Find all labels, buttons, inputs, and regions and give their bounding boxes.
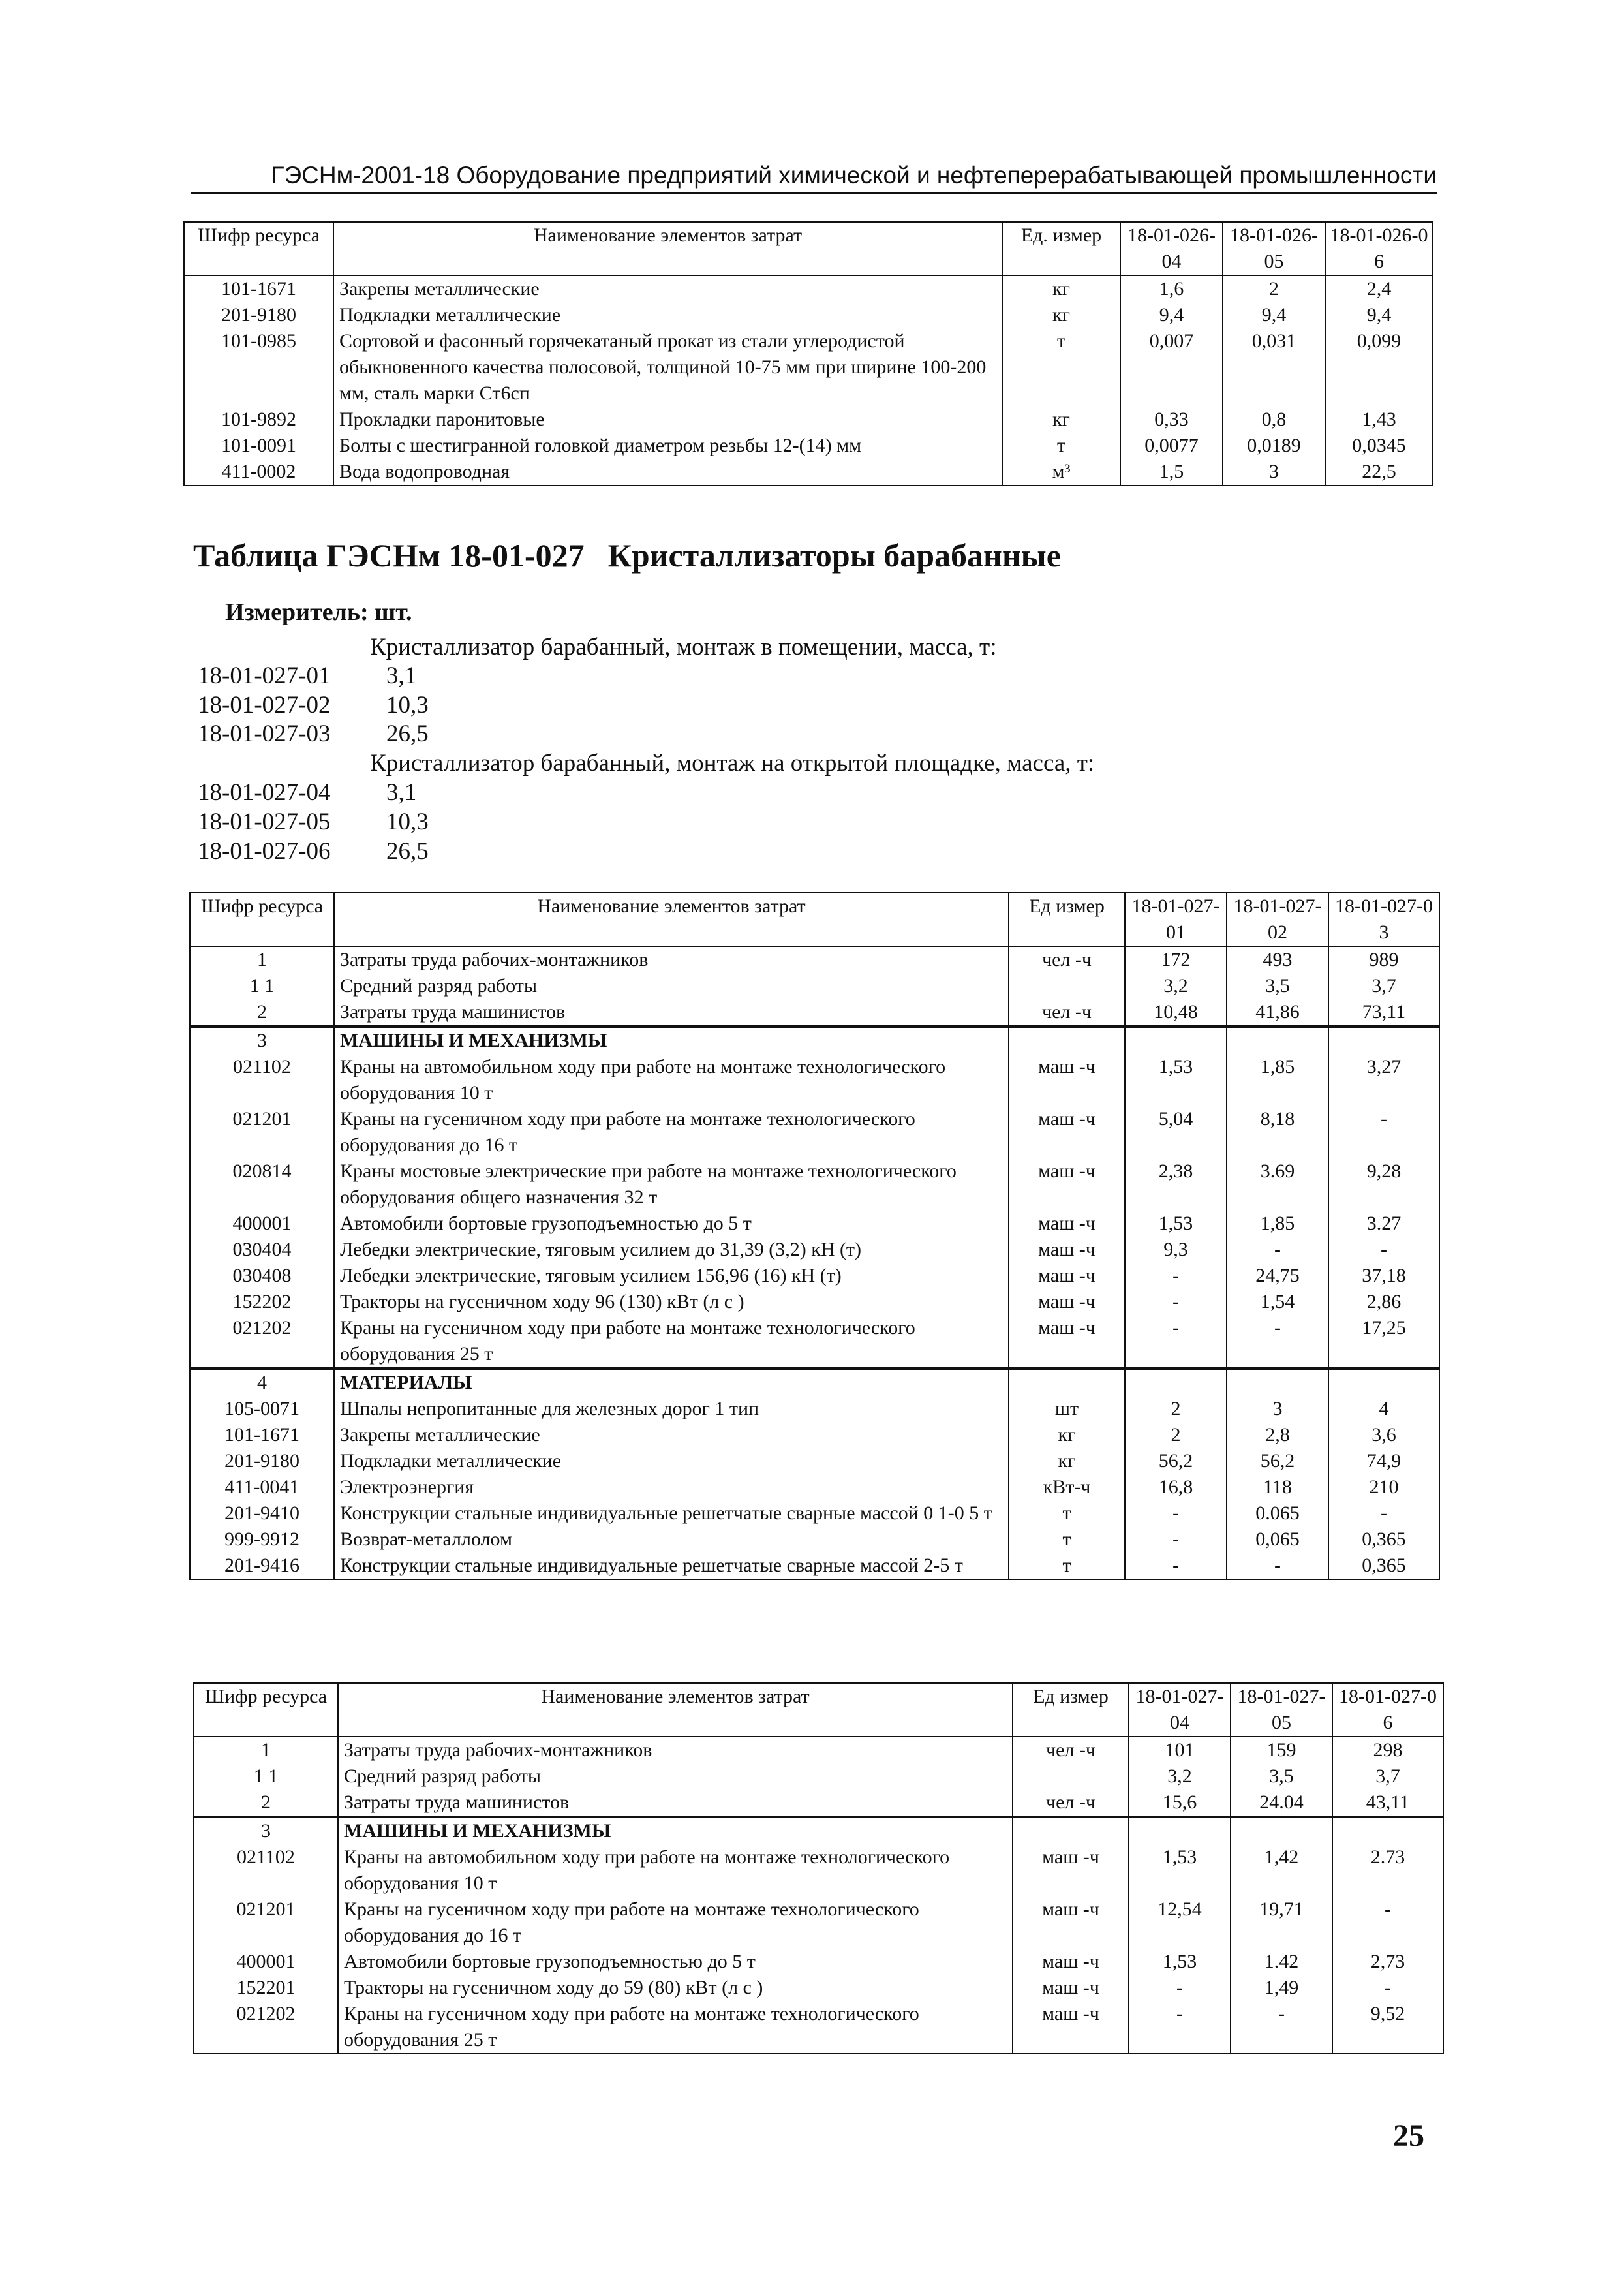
resource-table-027-04-06 [193, 1682, 1444, 2054]
resource-code: 021202 [190, 1315, 334, 1369]
value: 3,6 [1328, 1422, 1439, 1448]
resource-code: 021201 [194, 1897, 338, 1949]
norm-code: 18-01-027-06 [198, 838, 331, 865]
resource-code: 2 [190, 999, 334, 1027]
value: 19,71 [1231, 1897, 1332, 1949]
value: - [1332, 1897, 1443, 1949]
resource-name: Конструкции стальные индивидуальные решетчатые сварные массой 2-5 т [334, 1553, 1009, 1579]
norm-column-header: 18-01-026-06 [1325, 222, 1433, 275]
resource-name: Подкладки металлические [334, 1448, 1009, 1474]
unit: кг [1002, 275, 1120, 302]
resource-code: 021201 [190, 1106, 334, 1158]
unit: т [1009, 1553, 1125, 1579]
value: 37,18 [1328, 1263, 1439, 1289]
resource-name: Закрепы металлические [334, 1422, 1009, 1448]
unit: т [1002, 328, 1120, 407]
value: 3.69 [1227, 1158, 1328, 1211]
value: 9,52 [1332, 2001, 1443, 2054]
value: 2,73 [1332, 1949, 1443, 1975]
norm-mass: 10,3 [386, 692, 429, 719]
value: 9,4 [1325, 302, 1433, 328]
table-row [190, 1448, 1439, 1474]
value [1328, 1369, 1439, 1396]
value: 2,86 [1328, 1289, 1439, 1315]
value: - [1125, 1315, 1227, 1369]
resource-code: 201-9180 [184, 302, 333, 328]
unit: чел -ч [1013, 1737, 1129, 1763]
table-row [194, 1897, 1443, 1949]
unit: маш -ч [1009, 1054, 1125, 1106]
unit: маш -ч [1009, 1263, 1125, 1289]
resource-name: Автомобили бортовые грузоподъемностью до 5 т [338, 1949, 1013, 1975]
norm-code: 18-01-027-03 [198, 720, 331, 747]
norm-code: 18-01-027-02 [198, 692, 331, 719]
resource-code: 101-1671 [184, 275, 333, 302]
value: 3,2 [1125, 973, 1227, 999]
norm-column-header: 18-01-026-05 [1223, 222, 1325, 275]
unit: маш -ч [1009, 1106, 1125, 1158]
norm-column-header: 18-01-027-03 [1328, 893, 1439, 946]
section-heading: МАШИНЫ И МЕХАНИЗМЫ [338, 1817, 1013, 1844]
section-heading: МАШИНЫ И МЕХАНИЗМЫ [334, 1027, 1009, 1054]
resource-name: Средний разряд работы [338, 1763, 1013, 1789]
table-row [194, 1949, 1443, 1975]
value: 2 [1223, 275, 1325, 302]
table-row [190, 1315, 1439, 1369]
value: - [1129, 1975, 1231, 2001]
value: 3.27 [1328, 1211, 1439, 1237]
value: 0,0077 [1120, 433, 1223, 459]
value: 3,27 [1328, 1054, 1439, 1106]
resource-code: 105-0071 [190, 1396, 334, 1422]
resource-code: 152202 [190, 1289, 334, 1315]
resource-name: Подкладки металлические [333, 302, 1002, 328]
value: 2,4 [1325, 275, 1433, 302]
value: 1,49 [1231, 1975, 1332, 2001]
value: 2 [1125, 1396, 1227, 1422]
resource-name: Конструкции стальные индивидуальные решетчатые сварные массой 0 1-0 5 т [334, 1500, 1009, 1526]
unit: чел -ч [1009, 999, 1125, 1027]
resource-code: 201-9410 [190, 1500, 334, 1526]
resource-code: 3 [190, 1027, 334, 1054]
resource-code: 021102 [190, 1054, 334, 1106]
value: 41,86 [1227, 999, 1328, 1027]
value: 0,365 [1328, 1553, 1439, 1579]
norm-column-header: 18-01-027-04 [1129, 1683, 1231, 1737]
unit [1013, 1817, 1129, 1844]
norm-mass: 3,1 [386, 662, 417, 689]
table-row [190, 1422, 1439, 1448]
value: 1,6 [1120, 275, 1223, 302]
unit: м³ [1002, 459, 1120, 486]
column-header: Ед. измер [1002, 222, 1120, 275]
value [1125, 1369, 1227, 1396]
norm-mass: 26,5 [386, 838, 429, 865]
resource-code: 101-9892 [184, 407, 333, 433]
resource-name: Краны на гусеничном ходу при работе на монтаже технологического оборудования до 16 т [338, 1897, 1013, 1949]
resource-name: Лебедки электрические, тяговым усилием 156,96 (16) кН (т) [334, 1263, 1009, 1289]
value [1328, 1027, 1439, 1054]
table-row [190, 1263, 1439, 1289]
resource-name: Автомобили бортовые грузоподъемностью до 5 т [334, 1211, 1009, 1237]
value: 2 [1125, 1422, 1227, 1448]
table-row [194, 1763, 1443, 1789]
column-header: Наименование элементов затрат [338, 1683, 1013, 1737]
unit: чел -ч [1009, 946, 1125, 973]
resource-name: Краны на автомобильном ходу при работе на монтаже технологического оборудования 10 т [338, 1844, 1013, 1897]
value: 17,25 [1328, 1315, 1439, 1369]
value: 2,38 [1125, 1158, 1227, 1211]
value: 8,18 [1227, 1106, 1328, 1158]
value: 101 [1129, 1737, 1231, 1763]
resource-code: 201-9180 [190, 1448, 334, 1474]
resource-code: 021102 [194, 1844, 338, 1897]
unit: т [1009, 1526, 1125, 1553]
table-row [184, 407, 1433, 433]
value: - [1125, 1553, 1227, 1579]
unit: маш -ч [1013, 1844, 1129, 1897]
value: 74,9 [1328, 1448, 1439, 1474]
unit: маш -ч [1009, 1315, 1125, 1369]
resource-code: 030408 [190, 1263, 334, 1289]
resource-name: Затраты труда рабочих-монтажников [338, 1737, 1013, 1763]
unit: маш -ч [1009, 1289, 1125, 1315]
resource-name: Возврат-металлолом [334, 1526, 1009, 1553]
table-title: Таблица ГЭСНм 18-01-027 Кристаллизаторы барабанные [193, 537, 1061, 574]
unit: маш -ч [1009, 1211, 1125, 1237]
table-row [190, 999, 1439, 1027]
resource-code: 999-9912 [190, 1526, 334, 1553]
resource-name: Сортовой и фасонный горячекатаный прокат из стали углеродистой обыкновенного качества полосовой, толщиной 10-75 мм при ширине 100-200 мм, сталь марки Ст6сп [333, 328, 1002, 407]
description-indoor: Кристаллизатор барабанный, монтаж в помещении, масса, т: [370, 634, 997, 660]
value: 9,28 [1328, 1158, 1439, 1211]
resource-name: Прокладки паронитовые [333, 407, 1002, 433]
value: - [1328, 1106, 1439, 1158]
value: 73,11 [1328, 999, 1439, 1027]
value [1129, 1817, 1231, 1844]
value: - [1328, 1237, 1439, 1263]
value: 1.42 [1231, 1949, 1332, 1975]
resource-code: 021202 [194, 2001, 338, 2054]
table-row [194, 1737, 1443, 1763]
resource-code: 101-1671 [190, 1422, 334, 1448]
column-header: Шифр ресурса [184, 222, 333, 275]
resource-code: 411-0002 [184, 459, 333, 486]
unit: кВт-ч [1009, 1474, 1125, 1500]
value: - [1125, 1289, 1227, 1315]
table-row [190, 1211, 1439, 1237]
value: 0,065 [1227, 1526, 1328, 1553]
unit: маш -ч [1009, 1158, 1125, 1211]
resource-name: Закрепы металлические [333, 275, 1002, 302]
value: 0.065 [1227, 1500, 1328, 1526]
value: 12,54 [1129, 1897, 1231, 1949]
norm-code: 18-01-027-04 [198, 779, 331, 806]
unit: кг [1002, 302, 1120, 328]
value: 56,2 [1227, 1448, 1328, 1474]
value: 1,5 [1120, 459, 1223, 486]
value: 5,04 [1125, 1106, 1227, 1158]
unit: шт [1009, 1396, 1125, 1422]
unit: кг [1009, 1448, 1125, 1474]
resource-name: Электроэнергия [334, 1474, 1009, 1500]
table-row [194, 2001, 1443, 2054]
value [1125, 1027, 1227, 1054]
value: 16,8 [1125, 1474, 1227, 1500]
value: - [1125, 1263, 1227, 1289]
value: 159 [1231, 1737, 1332, 1763]
unit: маш -ч [1013, 1949, 1129, 1975]
resource-code: 020814 [190, 1158, 334, 1211]
resource-name: Вода водопроводная [333, 459, 1002, 486]
value: 56,2 [1125, 1448, 1227, 1474]
value: 989 [1328, 946, 1439, 973]
value: 1,85 [1227, 1054, 1328, 1106]
value: 210 [1328, 1474, 1439, 1500]
unit: маш -ч [1013, 1975, 1129, 2001]
value: 0,0345 [1325, 433, 1433, 459]
unit: маш -ч [1009, 1237, 1125, 1263]
value [1227, 1027, 1328, 1054]
value: 0,007 [1120, 328, 1223, 407]
resource-code: 2 [194, 1789, 338, 1817]
value: 9,4 [1120, 302, 1223, 328]
value: 24,75 [1227, 1263, 1328, 1289]
value: 9,4 [1223, 302, 1325, 328]
value: 3,7 [1328, 973, 1439, 999]
value: 3,5 [1231, 1763, 1332, 1789]
resource-name: Краны мостовые электрические при работе на монтаже технологического оборудования общего назначения 32 т [334, 1158, 1009, 1211]
value: 0,33 [1120, 407, 1223, 433]
resource-name: Средний разряд работы [334, 973, 1009, 999]
value: - [1231, 2001, 1332, 2054]
resource-code: 101-0985 [184, 328, 333, 407]
table-header [190, 893, 1439, 946]
value: 15,6 [1129, 1789, 1231, 1817]
resource-name: Краны на гусеничном ходу при работе на монтаже технологического оборудования 25 т [338, 2001, 1013, 2054]
norm-mass: 10,3 [386, 809, 429, 835]
value: 4 [1328, 1396, 1439, 1422]
resource-code: 1 [190, 946, 334, 973]
column-header: Ед измер [1009, 893, 1125, 946]
table-row [190, 1369, 1439, 1396]
value: 1,53 [1125, 1211, 1227, 1237]
value: - [1227, 1315, 1328, 1369]
table-row [190, 946, 1439, 973]
column-header: Шифр ресурса [194, 1683, 338, 1737]
norm-code: 18-01-027-01 [198, 662, 331, 689]
section-heading: МАТЕРИАЛЫ [334, 1369, 1009, 1396]
table-header [194, 1683, 1443, 1737]
resource-code: 1 [194, 1737, 338, 1763]
resource-code: 201-9416 [190, 1553, 334, 1579]
value: 1,54 [1227, 1289, 1328, 1315]
value: 0,031 [1223, 328, 1325, 407]
value: 1,53 [1125, 1054, 1227, 1106]
resource-name: Болты с шестигранной головкой диаметром резьбы 12-(14) мм [333, 433, 1002, 459]
value [1231, 1817, 1332, 1844]
table-row [190, 1500, 1439, 1526]
norm-column-header: 18-01-027-06 [1332, 1683, 1443, 1737]
value: 1,42 [1231, 1844, 1332, 1897]
unit [1009, 1027, 1125, 1054]
unit: маш -ч [1013, 2001, 1129, 2054]
running-header: ГЭСНм-2001-18 Оборудование предприятий химической и нефтеперерабатывающей промышленности [191, 153, 1437, 194]
table-row [184, 275, 1433, 302]
resource-name: Лебедки электрические, тяговым усилием до 31,39 (3,2) кН (т) [334, 1237, 1009, 1263]
unit [1013, 1763, 1129, 1789]
value: - [1125, 1526, 1227, 1553]
table-row [190, 1474, 1439, 1500]
value: 1,43 [1325, 407, 1433, 433]
column-header: Ед измер [1013, 1683, 1129, 1737]
resource-name: Затраты труда рабочих-монтажников [334, 946, 1009, 973]
column-header: Шифр ресурса [190, 893, 334, 946]
resource-code: 400001 [190, 1211, 334, 1237]
value: 10,48 [1125, 999, 1227, 1027]
value: - [1328, 1500, 1439, 1526]
table-row [190, 1553, 1439, 1579]
resource-table-026 [183, 221, 1433, 486]
value: 2,8 [1227, 1422, 1328, 1448]
page-number: 25 [1393, 2118, 1424, 2153]
value: 1,53 [1129, 1949, 1231, 1975]
value: 0,8 [1223, 407, 1325, 433]
table-row [190, 1289, 1439, 1315]
resource-name: Краны на автомобильном ходу при работе на монтаже технологического оборудования 10 т [334, 1054, 1009, 1106]
resource-code: 1 1 [194, 1763, 338, 1789]
unit: маш -ч [1013, 1897, 1129, 1949]
table-row [190, 973, 1439, 999]
value: 0,099 [1325, 328, 1433, 407]
value: - [1129, 2001, 1231, 2054]
table-header [184, 222, 1433, 275]
norm-column-header: 18-01-026-04 [1120, 222, 1223, 275]
value: 0,0189 [1223, 433, 1325, 459]
value: 9,3 [1125, 1237, 1227, 1263]
norm-column-header: 18-01-027-05 [1231, 1683, 1332, 1737]
value: 118 [1227, 1474, 1328, 1500]
resource-code: 030404 [190, 1237, 334, 1263]
value: 3,7 [1332, 1763, 1443, 1789]
unit [1009, 973, 1125, 999]
resource-table-027-01-03 [189, 892, 1440, 1580]
table-row [184, 328, 1433, 407]
resource-code: 4 [190, 1369, 334, 1396]
value [1332, 1817, 1443, 1844]
resource-name: Шпалы непропитанные для железных дорог 1 тип [334, 1396, 1009, 1422]
resource-name: Тракторы на гусеничном ходу до 59 (80) кВт (л с ) [338, 1975, 1013, 2001]
table-row [184, 459, 1433, 486]
table-row [184, 433, 1433, 459]
table-row [194, 1817, 1443, 1844]
table-row [190, 1158, 1439, 1211]
value: - [1227, 1553, 1328, 1579]
value: 2.73 [1332, 1844, 1443, 1897]
table-row [190, 1237, 1439, 1263]
table-row [184, 302, 1433, 328]
table-row [190, 1396, 1439, 1422]
resource-code: 400001 [194, 1949, 338, 1975]
resource-name: Краны на гусеничном ходу при работе на монтаже технологического оборудования до 16 т [334, 1106, 1009, 1158]
value: 1,85 [1227, 1211, 1328, 1237]
resource-code: 411-0041 [190, 1474, 334, 1500]
table-row [190, 1027, 1439, 1054]
value: - [1125, 1500, 1227, 1526]
resource-code: 152201 [194, 1975, 338, 2001]
value: 24.04 [1231, 1789, 1332, 1817]
resource-name: Тракторы на гусеничном ходу 96 (130) кВт (л с ) [334, 1289, 1009, 1315]
column-header: Наименование элементов затрат [333, 222, 1002, 275]
value: 3,2 [1129, 1763, 1231, 1789]
resource-name: Краны на гусеничном ходу при работе на монтаже технологического оборудования 25 т [334, 1315, 1009, 1369]
unit: кг [1002, 407, 1120, 433]
table-row [190, 1106, 1439, 1158]
value: 3,5 [1227, 973, 1328, 999]
resource-code: 101-0091 [184, 433, 333, 459]
value: 172 [1125, 946, 1227, 973]
description-outdoor: Кристаллизатор барабанный, монтаж на открытой площадке, масса, т: [370, 750, 1095, 777]
value: 3 [1223, 459, 1325, 486]
resource-code: 3 [194, 1817, 338, 1844]
unit: чел -ч [1013, 1789, 1129, 1817]
measure-unit: Измеритель: шт. [225, 598, 412, 626]
value: 493 [1227, 946, 1328, 973]
table-row [194, 1844, 1443, 1897]
value: 22,5 [1325, 459, 1433, 486]
value: - [1332, 1975, 1443, 2001]
resource-name: Затраты труда машинистов [338, 1789, 1013, 1817]
value: 0,365 [1328, 1526, 1439, 1553]
value: 43,11 [1332, 1789, 1443, 1817]
resource-name: Затраты труда машинистов [334, 999, 1009, 1027]
value: 1,53 [1129, 1844, 1231, 1897]
norm-mass: 3,1 [386, 779, 417, 806]
value: - [1227, 1237, 1328, 1263]
value [1227, 1369, 1328, 1396]
unit [1009, 1369, 1125, 1396]
value: 298 [1332, 1737, 1443, 1763]
norm-column-header: 18-01-027-02 [1227, 893, 1328, 946]
value: 3 [1227, 1396, 1328, 1422]
norm-column-header: 18-01-027-01 [1125, 893, 1227, 946]
unit: т [1009, 1500, 1125, 1526]
table-row [190, 1054, 1439, 1106]
unit: т [1002, 433, 1120, 459]
norm-mass: 26,5 [386, 720, 429, 747]
table-row [194, 1789, 1443, 1817]
norm-code: 18-01-027-05 [198, 809, 331, 835]
resource-code: 1 1 [190, 973, 334, 999]
table-row [194, 1975, 1443, 2001]
table-row [190, 1526, 1439, 1553]
column-header: Наименование элементов затрат [334, 893, 1009, 946]
unit: кг [1009, 1422, 1125, 1448]
